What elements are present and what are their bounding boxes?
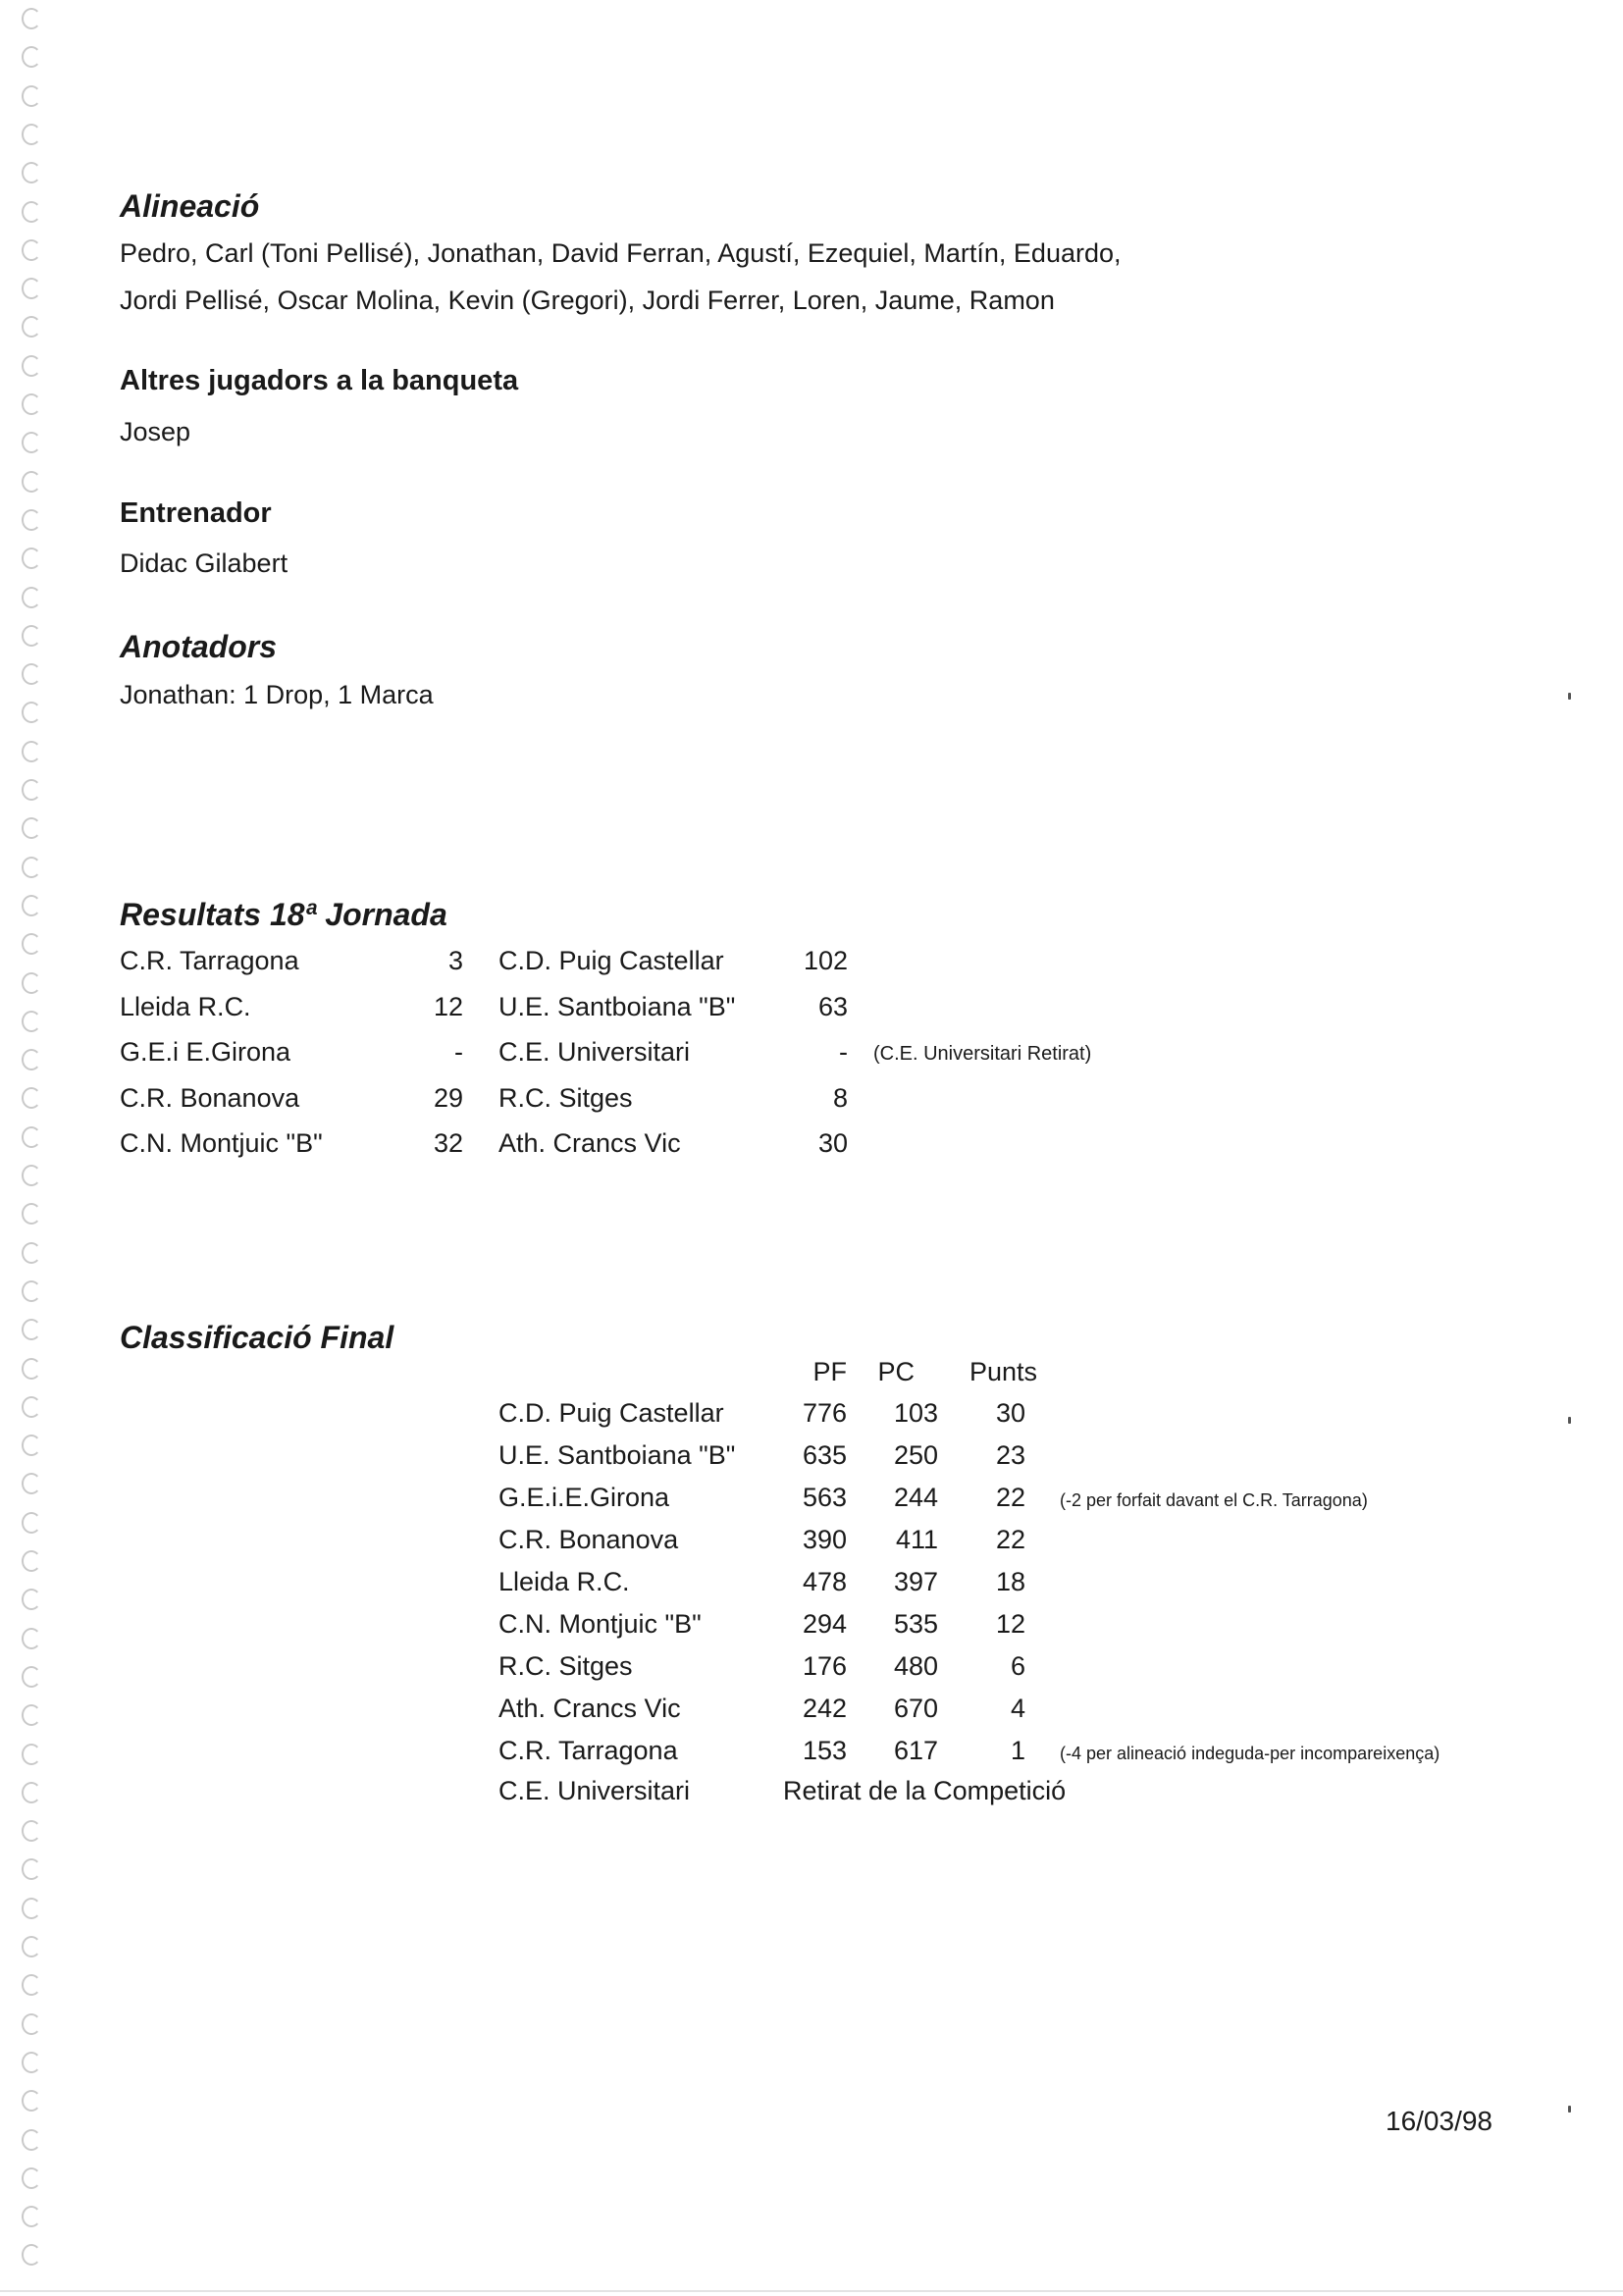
standings-points: 4 [1010, 1694, 1025, 1723]
binding-hole [22, 1858, 41, 1880]
withdrawn-text: Retirat de la Competició [783, 1776, 1067, 1805]
result-away-score: 63 [817, 992, 848, 1021]
binding-hole [22, 1396, 41, 1418]
standings-pf: 390 [802, 1525, 847, 1554]
standings-pc: 617 [893, 1736, 938, 1765]
result-home-team: Lleida R.C. [120, 992, 251, 1021]
standings-team: C.R. Bonanova [498, 1525, 679, 1554]
result-home-score: - [454, 1037, 463, 1067]
result-home-team: G.E.i E.Girona [120, 1037, 291, 1067]
standings-pc: 397 [893, 1567, 938, 1596]
binding-holes [22, 0, 51, 2296]
binding-hole [22, 2244, 41, 2266]
binding-hole [22, 2013, 41, 2035]
standings-pf: 294 [802, 1609, 847, 1639]
binding-hole [22, 46, 41, 68]
binding-hole [22, 201, 41, 223]
header-pc: PC [877, 1357, 915, 1386]
result-home-score: 12 [433, 992, 463, 1021]
binding-hole [22, 355, 41, 377]
binding-hole [22, 1087, 41, 1109]
standings-team: C.N. Montjuic "B" [498, 1609, 702, 1639]
standings-points: 12 [995, 1609, 1025, 1639]
header-points: Punts [969, 1357, 1037, 1386]
result-away-score: - [839, 1037, 848, 1067]
result-home-score: 29 [433, 1083, 463, 1113]
standings-pc: 670 [893, 1694, 938, 1723]
binding-hole [22, 741, 41, 762]
standings-pc: 480 [893, 1651, 938, 1681]
binding-hole [22, 85, 41, 107]
scorers-text: Jonathan: 1 Drop, 1 Marca [120, 680, 434, 709]
standings-points: 1 [1010, 1736, 1025, 1765]
result-away-score: 8 [832, 1083, 848, 1113]
binding-hole [22, 1242, 41, 1264]
standings-pf: 478 [802, 1567, 847, 1596]
header-pf: PF [812, 1357, 847, 1386]
binding-hole [22, 2090, 41, 2112]
standings-note: (-4 per alineació indeguda-per incompareixença) [1060, 1744, 1440, 1763]
standings-pf: 242 [802, 1694, 847, 1723]
bench-players: Josep [120, 417, 191, 446]
result-home-team: C.R. Bonanova [120, 1083, 300, 1113]
results-heading: Resultats 18ª Jornada [120, 897, 447, 932]
standings-pf: 563 [802, 1483, 847, 1512]
result-home-team: C.R. Tarragona [120, 946, 299, 975]
standings-pc: 411 [895, 1525, 938, 1554]
lineup-line-1: Pedro, Carl (Toni Pellisé), Jonathan, David Ferran, Agustí, Ezequiel, Martín, Eduardo, [120, 238, 1122, 268]
result-home-score: 3 [447, 946, 463, 975]
standings-points: 18 [995, 1567, 1025, 1596]
standings-pc: 535 [893, 1609, 938, 1639]
binding-hole [22, 432, 41, 453]
standings-pc: 244 [893, 1483, 938, 1512]
standings-team: C.R. Tarragona [498, 1736, 678, 1765]
binding-hole [22, 1358, 41, 1380]
result-away-score: 102 [803, 946, 848, 975]
binding-hole [22, 1898, 41, 1919]
binding-hole [22, 1744, 41, 1765]
standings-note: (-2 per forfait davant el C.R. Tarragona) [1060, 1490, 1368, 1510]
bench-heading: Altres jugadors a la banqueta [120, 365, 519, 396]
result-away-team: C.E. Universitari [498, 1037, 691, 1067]
binding-hole [22, 1011, 41, 1032]
lineup-line-2: Jordi Pellisé, Oscar Molina, Kevin (Gregori), Jordi Ferrer, Loren, Jaume, Ramon [120, 286, 1055, 315]
standings-pf: 635 [802, 1440, 847, 1470]
binding-hole [22, 817, 41, 839]
binding-hole [22, 471, 41, 493]
binding-hole [22, 895, 41, 916]
standings-points: 22 [995, 1525, 1025, 1554]
standings-heading: Classificació Final [120, 1320, 394, 1355]
binding-hole [22, 702, 41, 723]
result-away-team: Ath. Crancs Vic [498, 1128, 681, 1158]
binding-hole [22, 1049, 41, 1070]
binding-hole [22, 1126, 41, 1148]
binding-hole [22, 1704, 41, 1726]
scan-speck [1568, 1417, 1571, 1424]
result-note: (C.E. Universitari Retirat) [873, 1043, 1092, 1065]
standings-pc: 103 [893, 1398, 938, 1428]
binding-hole [22, 587, 41, 608]
binding-hole [22, 1203, 41, 1225]
footer-date: 16/03/98 [1386, 2106, 1492, 2136]
binding-hole [22, 239, 41, 261]
binding-hole [22, 278, 41, 299]
binding-hole [22, 124, 41, 145]
result-home-score: 32 [433, 1128, 463, 1158]
standings-team: Lleida R.C. [498, 1567, 630, 1596]
binding-hole [22, 1666, 41, 1688]
binding-hole [22, 1589, 41, 1610]
standings-team: C.D. Puig Castellar [498, 1398, 724, 1428]
standings-points: 23 [995, 1440, 1025, 1470]
standings-points: 6 [1010, 1651, 1025, 1681]
binding-hole [22, 162, 41, 183]
binding-hole [22, 1319, 41, 1340]
binding-hole [22, 509, 41, 531]
result-away-team: U.E. Santboiana "B" [498, 992, 736, 1021]
scan-speck [1568, 2106, 1571, 2113]
binding-hole [22, 1820, 41, 1842]
page-edge [0, 2290, 1623, 2292]
binding-hole [22, 1782, 41, 1803]
binding-hole [22, 393, 41, 415]
result-home-team: C.N. Montjuic "B" [120, 1128, 323, 1158]
binding-hole [22, 2167, 41, 2189]
binding-hole [22, 1280, 41, 1302]
result-away-team: C.D. Puig Castellar [498, 946, 724, 975]
binding-hole [22, 972, 41, 994]
binding-hole [22, 8, 41, 29]
standings-points: 22 [995, 1483, 1025, 1512]
binding-hole [22, 1512, 41, 1534]
binding-hole [22, 1435, 41, 1456]
binding-hole [22, 2206, 41, 2227]
binding-hole [22, 548, 41, 569]
binding-hole [22, 857, 41, 878]
binding-hole [22, 1628, 41, 1649]
withdrawn-team: C.E. Universitari [498, 1776, 691, 1805]
coach-name: Didac Gilabert [120, 548, 288, 578]
coach-heading: Entrenador [120, 497, 272, 529]
standings-team: U.E. Santboiana "B" [498, 1440, 736, 1470]
binding-hole [22, 933, 41, 955]
standings-points: 30 [995, 1398, 1025, 1428]
standings-team: R.C. Sitges [498, 1651, 633, 1681]
result-away-score: 30 [817, 1128, 848, 1158]
binding-hole [22, 1473, 41, 1494]
binding-hole [22, 1165, 41, 1186]
binding-hole [22, 316, 41, 338]
scan-speck [1568, 693, 1571, 700]
result-away-team: R.C. Sitges [498, 1083, 633, 1113]
standings-pc: 250 [893, 1440, 938, 1470]
standings-pf: 176 [802, 1651, 847, 1681]
binding-hole [22, 1974, 41, 1996]
standings-pf: 153 [802, 1736, 847, 1765]
scorers-heading: Anotadors [120, 629, 277, 664]
standings-team: G.E.i.E.Girona [498, 1483, 670, 1512]
standings-pf: 776 [802, 1398, 847, 1428]
standings-team: Ath. Crancs Vic [498, 1694, 681, 1723]
binding-hole [22, 663, 41, 685]
binding-hole [22, 2129, 41, 2151]
binding-hole [22, 1550, 41, 1572]
binding-hole [22, 1936, 41, 1957]
binding-hole [22, 779, 41, 801]
lineup-heading: Alineació [120, 188, 260, 224]
binding-hole [22, 625, 41, 647]
binding-hole [22, 2052, 41, 2073]
